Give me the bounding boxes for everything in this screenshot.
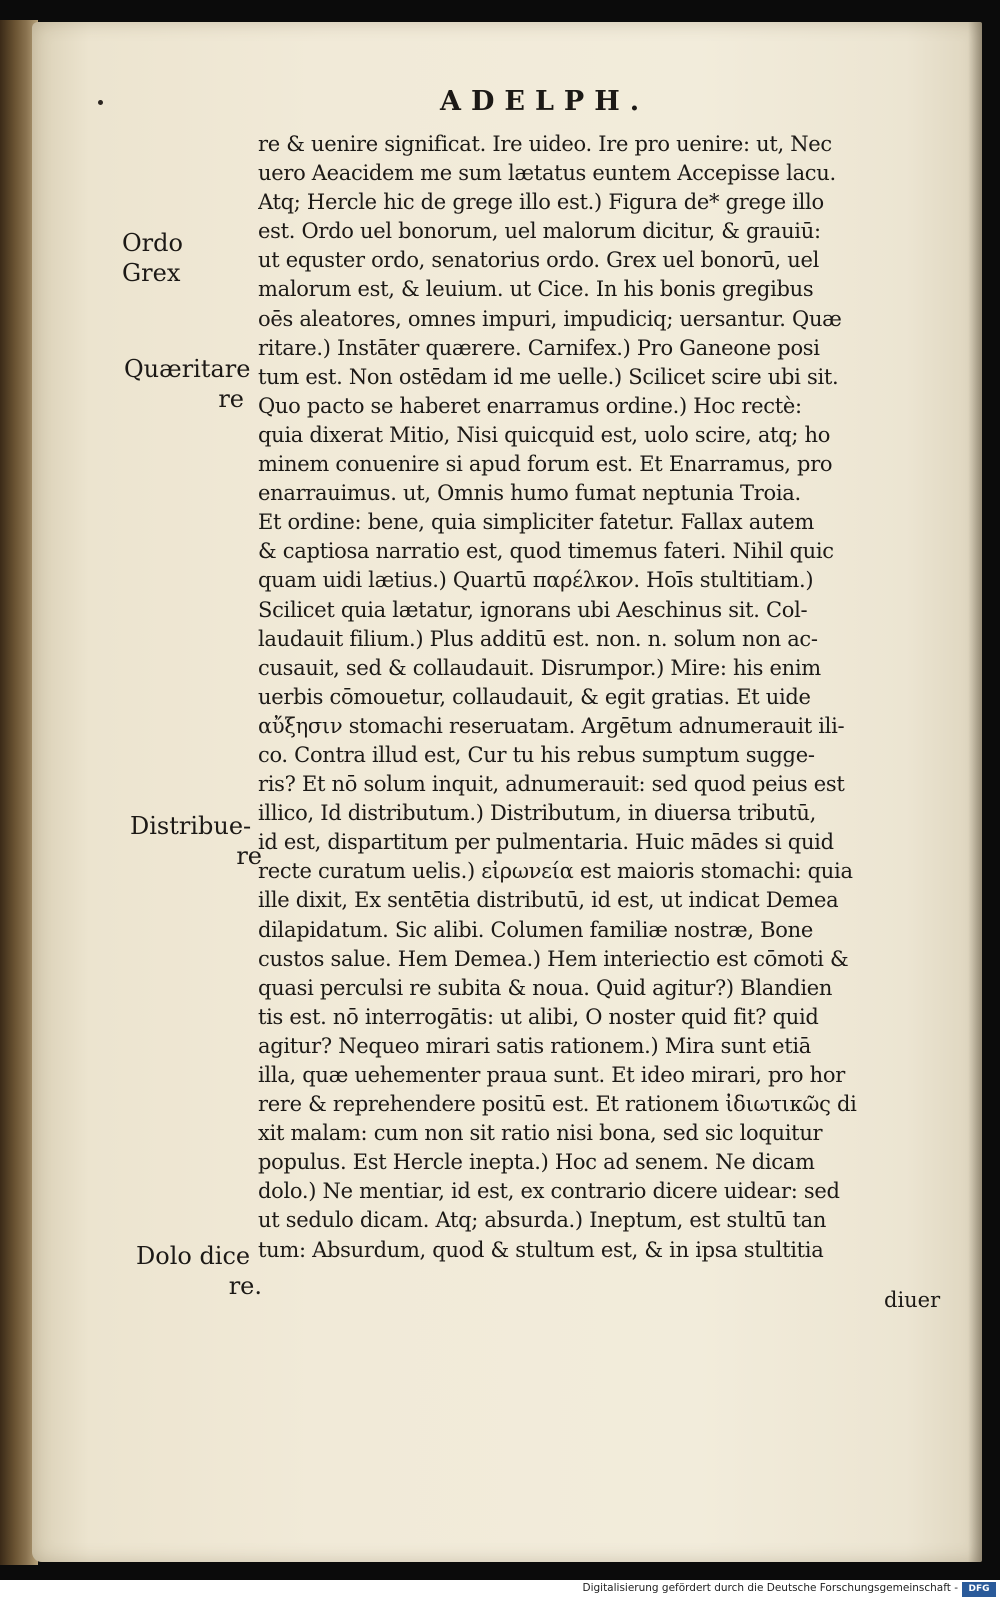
text-line: αὔξησιν stomachi reseruatam. Argētum adnumerauit ili-	[258, 713, 845, 738]
text-line: laudauit filium.) Plus additū est. non. n. solum non ac-	[258, 626, 818, 651]
text-line: ille dixit, Ex sentētia distributū, id est, ut indicat Demea	[258, 888, 839, 913]
text-line: & captiosa narratio est, quod timemus fateri. Nihil quic	[258, 539, 834, 564]
text-line: illa, quæ uehementer praua sunt. Et ideo mirari, pro hor	[258, 1063, 845, 1087]
text-line: dolo.) Ne mentiar, id est, ex contrario dicere uidear: sed	[258, 1179, 840, 1204]
text-line: populus. Est Hercle inepta.) Hoc ad senem. Ne dicam	[258, 1150, 815, 1175]
margin-note-grex: Grex	[122, 259, 181, 287]
margin-note-line: Distribue-	[130, 812, 252, 840]
margin-note-line: re	[218, 385, 244, 413]
text-line: tum: Absurdum, quod & stultum est, & in ipsa stultitia	[258, 1237, 824, 1262]
margin-note-quaeritare	[124, 354, 251, 414]
text-line: re & uenire significat. Ire uideo. Ire pro uenire: ut, Nec	[258, 132, 832, 156]
margin-note-distribuere	[130, 811, 262, 871]
text-line: agitur? Nequeo mirari satis rationem.) Mira sunt etiā	[258, 1033, 812, 1058]
margin-note-ordo: Ordo	[122, 229, 183, 257]
margin-note-line: Dolo dice	[136, 1242, 251, 1270]
commentary-text-block	[258, 130, 958, 1265]
text-line: dilapidatum. Sic alibi. Columen familiæ nostræ, Bone	[258, 917, 813, 942]
margin-note-dolo-dicere	[136, 1241, 262, 1301]
text-line: recte curatum uelis.) εἰρωνεία est maioris stomachi: quia	[258, 859, 853, 884]
text-line: uerbis cōmouetur, collaudauit, & egit gratias. Et uide	[258, 684, 811, 709]
text-line: Et ordine: bene, quia simpliciter fatetur. Fallax autem	[258, 510, 815, 535]
text-line: cusauit, sed & collaudauit. Disrumpor.) Mire: his enim	[258, 655, 821, 680]
text-line: custos salue. Hem Demea.) Hem interiectio est cōmoti &	[258, 946, 849, 971]
text-line: ritare.) Instāter quærere. Carnifex.) Pro Ganeone posi	[258, 335, 820, 360]
text-line: enarrauimus. ut, Omnis humo fumat neptunia Troia.	[258, 481, 801, 506]
margin-note-line: re.	[228, 1272, 262, 1300]
text-line: ut equster ordo, senatorius ordo. Grex uel bonorū, uel	[258, 248, 820, 273]
text-line: xit malam: cum non sit ratio nisi bona, sed sic loquitur	[258, 1121, 823, 1146]
margin-note-line: Quæritare	[124, 355, 251, 383]
text-line: oēs aleatores, omnes impuri, impudiciq; uersantur. Quæ	[258, 306, 842, 331]
text-line: Atq; Hercle hic de grege illo est.) Figura de* grege illo	[258, 190, 824, 215]
text-line: ris? Et nō solum inquit, adnumerauit: sed quod peius est	[258, 772, 845, 797]
margin-note-line: re	[236, 842, 262, 870]
text-line: rere & reprehendere positū est. Et rationem ἰδιωτικῶς di	[258, 1092, 857, 1117]
text-line: est. Ordo uel bonorum, uel malorum dicitur, & grauiū:	[258, 219, 821, 244]
text-line: malorum est, & leuium. ut Cice. In his bonis gregibus	[258, 277, 814, 302]
text-line: Scilicet quia lætatur, ignorans ubi Aeschinus sit. Col-	[258, 597, 808, 622]
text-line: co. Contra illud est, Cur tu his rebus sumptum sugge-	[258, 742, 815, 767]
text-line: uero Aeacidem me sum lætatus euntem Accepisse lacu.	[258, 161, 836, 186]
digitization-footer	[0, 1580, 1000, 1601]
text-line: id est, dispartitum per pulmentaria. Huic mādes si quid	[258, 830, 834, 855]
text-line: ut sedulo dicam. Atq; absurda.) Ineptum, est stultū tan	[258, 1208, 827, 1233]
text-line: Quo pacto se haberet enarramus ordine.) Hoc rectè:	[258, 393, 802, 418]
catchword: diuer	[884, 1288, 941, 1312]
dfg-logo: DFG	[962, 1582, 996, 1597]
text-line: tis est. nō interrogātis: ut alibi, O noster quid fit? quid	[258, 1004, 819, 1029]
text-line: illico, Id distributum.) Distributum, in diuersa tributū,	[258, 801, 817, 826]
funding-credit: Digitalisierung gefördert durch die Deutsche Forschungsgemeinschaft -	[582, 1582, 958, 1594]
ink-speck	[98, 100, 103, 105]
text-line: quasi perculsi re subita & noua. Quid agitur?) Blandien	[258, 975, 833, 1000]
text-line: minem conuenire si apud forum est. Et Enarramus, pro	[258, 452, 833, 477]
text-line: quia dixerat Mitio, Nisi quicquid est, uolo scire, atq; ho	[258, 422, 831, 447]
text-line: tum est. Non ostēdam id me uelle.) Scilicet scire ubi sit.	[258, 364, 839, 389]
text-line: quam uidi lætius.) Quartū παρέλκον. Hoīs stultitiam.)	[258, 568, 814, 593]
running-head: ADELPH.	[440, 86, 650, 117]
page-gutter-shadow	[968, 22, 982, 1562]
